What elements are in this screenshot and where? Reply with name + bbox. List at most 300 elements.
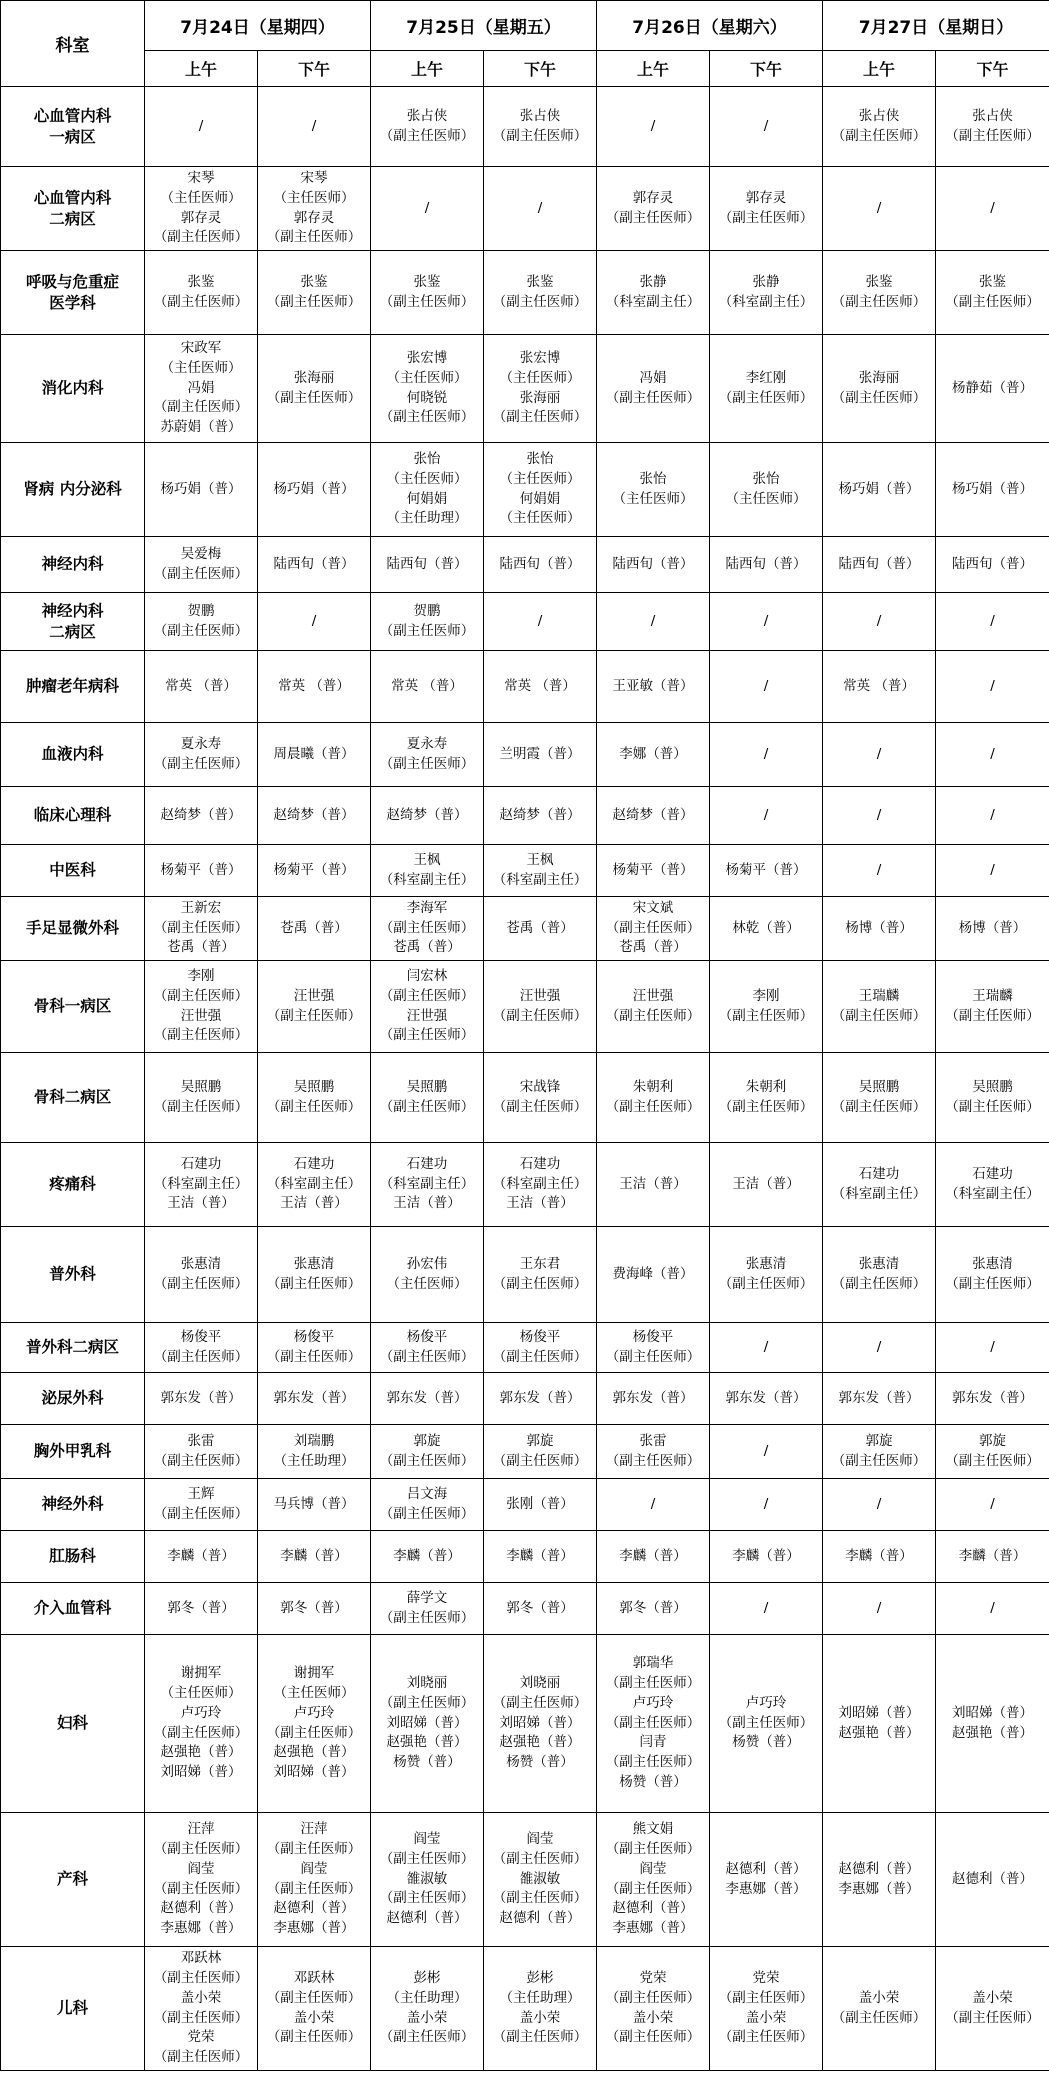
doctor-entry-line: 郭存灵 (632, 189, 674, 206)
doctor-entry-line: 汪萍 (300, 1820, 328, 1837)
doctor-entry-line: 张海丽 (293, 369, 335, 386)
doctor-entry-line: （主任医师） (273, 1684, 355, 1701)
doctor-entry-line: 王枫 (526, 851, 554, 868)
afternoon-header: 下午 (936, 51, 1049, 87)
doctor-entry-line: （副主任医师） (945, 1098, 1040, 1115)
doctor-entry-line: 雒淑敏 (519, 1870, 561, 1887)
dept-name-cell (1, 537, 145, 593)
doctor-entry-line: （副主任医师） (266, 1724, 362, 1741)
doctor-entry-line: / (876, 199, 882, 216)
doctor-entry-line: / (763, 1442, 769, 1459)
afternoon-slot-cell (258, 1373, 371, 1425)
doctor-entry-line: 李麟（普） (167, 1547, 235, 1564)
doctor-entry-line: 苍禹（普） (506, 919, 574, 936)
doctor-entry-line: 刘昭娣（普） (838, 1704, 920, 1721)
doctor-entry-line: / (990, 745, 995, 762)
doctor-entry-line: 王洁（普） (619, 1175, 687, 1192)
morning-slot-cell (371, 961, 484, 1053)
doctor-entry-line: （主任助理） (499, 1989, 581, 2006)
doctor-entry-line: 赵德利（普） (838, 1860, 920, 1877)
doctor-entry-line: 宋文斌 (632, 899, 674, 916)
doctor-entry-line: 张雷 (639, 1432, 667, 1449)
dept-name-line: 胸外甲乳科 (33, 1442, 112, 1461)
morning-slot-cell (823, 651, 936, 723)
doctor-entry-line: 张惠清 (858, 1255, 900, 1272)
doctor-entry-line: / (763, 806, 769, 823)
doctor-entry-line: 郭存灵 (180, 209, 222, 226)
doctor-entry-line: （主任医师） (725, 490, 807, 507)
doctor-entry-line: 赵绮梦（普） (499, 806, 581, 823)
doctor-entry-line: 王洁（普） (732, 1175, 800, 1192)
doctor-entry-line: 郭东发（普） (386, 1389, 468, 1406)
doctor-entry-line: 党荣 (639, 1969, 667, 1986)
doctor-entry-line: 宋琴 (300, 169, 328, 186)
doctor-entry-line: 熊文娟 (632, 1820, 674, 1837)
doctor-entry-line: 杨菊平（普） (160, 861, 242, 878)
doctor-entry-line: 张惠清 (972, 1255, 1013, 1272)
afternoon-slot-cell (484, 251, 597, 335)
doctor-entry-line: 郭冬（普） (167, 1599, 235, 1616)
morning-slot-cell (371, 1479, 484, 1531)
table-row (1, 787, 1049, 845)
afternoon-slot-cell (258, 1053, 371, 1143)
doctor-entry-line: （副主任医师） (379, 1452, 475, 1469)
doctor-entry-line: 郭瑞华 (632, 1654, 674, 1671)
morning-slot-cell (597, 961, 710, 1053)
doctor-entry-line: / (876, 806, 882, 823)
doctor-entry-line: 汪世强 (632, 987, 674, 1004)
morning-slot-cell (597, 1143, 710, 1227)
afternoon-slot-cell (484, 537, 597, 593)
morning-slot-cell (823, 1143, 936, 1227)
doctor-entry-line: 盖小荣 (293, 2009, 335, 2026)
table-row (1, 335, 1049, 443)
doctor-entry-line: 党荣 (187, 2029, 215, 2046)
doctor-entry-line: 王洁（普） (393, 1195, 461, 1212)
doctor-entry-line: 赵强艳（普） (273, 1744, 355, 1761)
dept-name-cell (1, 1635, 145, 1813)
afternoon-slot-cell (484, 87, 597, 167)
doctor-entry-line: （副主任医师） (379, 755, 475, 772)
doctor-entry-line: 宋战锋 (519, 1078, 561, 1095)
afternoon-slot-cell (258, 537, 371, 593)
doctor-entry-line: （主任医师） (499, 369, 581, 386)
morning-slot-cell (597, 787, 710, 845)
doctor-entry-line: （副主任医师） (379, 293, 475, 310)
table-row (1, 1323, 1049, 1373)
doctor-entry-line: / (990, 612, 995, 629)
afternoon-slot-cell (710, 723, 823, 787)
doctor-entry-line: （副主任医师） (153, 1840, 249, 1857)
afternoon-slot-cell (258, 1813, 371, 1947)
dept-name-cell (1, 1373, 145, 1425)
table-row (1, 1425, 1049, 1479)
date-header-row (1, 1, 1049, 51)
table-row (1, 443, 1049, 537)
doctor-entry-line: （主任医师） (386, 369, 468, 386)
doctor-entry-line: （副主任医师） (831, 389, 927, 406)
afternoon-slot-cell (936, 1053, 1049, 1143)
doctor-entry-line: （副主任医师） (153, 1969, 249, 1986)
afternoon-slot-cell (936, 1531, 1049, 1583)
table-row (1, 723, 1049, 787)
doctor-entry-line: （副主任医师） (492, 2029, 588, 2046)
afternoon-slot-cell (258, 1635, 371, 1813)
doctor-entry-line: 雒淑敏 (406, 1870, 448, 1887)
dept-name-line: 疼痛科 (49, 1175, 96, 1194)
doctor-entry-line: 卢巧玲 (632, 1694, 674, 1711)
doctor-entry-line: 王东君 (519, 1255, 561, 1272)
dept-name-cell (1, 1143, 145, 1227)
doctor-entry-line: （副主任医师） (492, 1275, 588, 1292)
doctor-entry-line: 费海峰（普） (612, 1265, 694, 1282)
afternoon-slot-cell (484, 1425, 597, 1479)
doctor-entry-line: / (876, 745, 882, 762)
morning-slot-cell (823, 961, 936, 1053)
doctor-entry-line: （副主任医师） (379, 919, 475, 936)
afternoon-slot-cell (936, 593, 1049, 651)
doctor-entry-line: 阎莹 (187, 1860, 215, 1877)
doctor-entry-line: 郭旋 (979, 1432, 1006, 1449)
doctor-entry-line: 李娜（普） (619, 745, 687, 762)
dept-name-line: 呼吸与危重症 (25, 273, 119, 292)
afternoon-slot-cell (484, 845, 597, 897)
doctor-entry-line: 张鉴 (865, 273, 893, 290)
afternoon-slot-cell (936, 845, 1049, 897)
doctor-entry-line: （副主任医师） (492, 1007, 588, 1024)
afternoon-slot-cell (710, 1323, 823, 1373)
doctor-entry-line: 王瑞麟 (972, 987, 1013, 1004)
doctor-entry-line: 彭彬 (526, 1969, 554, 1986)
doctor-entry-line: （主任医师） (499, 510, 581, 527)
doctor-entry-line: / (650, 1495, 656, 1512)
afternoon-slot-cell (258, 723, 371, 787)
doctor-entry-line: 杨俊平 (519, 1328, 561, 1345)
morning-slot-cell (145, 1227, 258, 1323)
dept-name-line: 血液内科 (41, 745, 104, 764)
dept-name-cell (1, 1479, 145, 1531)
doctor-entry-line: / (990, 806, 995, 823)
afternoon-slot-cell (710, 1635, 823, 1813)
morning-slot-cell (823, 87, 936, 167)
morning-slot-cell (145, 167, 258, 251)
doctor-entry-line: 杨赞（普） (393, 1754, 461, 1771)
doctor-entry-line: （主任医师） (160, 1684, 242, 1701)
date-header-jul26: 7月26日（星期六） (597, 1, 823, 51)
doctor-entry-line: （副主任医师） (718, 209, 814, 226)
doctor-entry-line: （副主任医师） (492, 1098, 588, 1115)
table-row (1, 961, 1049, 1053)
morning-slot-cell (145, 845, 258, 897)
doctor-entry-line: 陆西旬（普） (952, 555, 1033, 572)
doctor-entry-line: / (763, 745, 769, 762)
doctor-entry-line: 汪世强 (519, 987, 561, 1004)
table-row (1, 1053, 1049, 1143)
afternoon-slot-cell (258, 251, 371, 335)
doctor-entry-line: 杨赞（普） (506, 1754, 574, 1771)
doctor-entry-line: 孙宏伟 (406, 1255, 448, 1272)
morning-slot-cell (371, 1053, 484, 1143)
morning-slot-cell (823, 723, 936, 787)
dept-name-cell (1, 1531, 145, 1583)
doctor-entry-line: 盖小荣 (180, 1989, 222, 2006)
doctor-entry-line: / (763, 1495, 769, 1512)
doctor-entry-line: （副主任医师） (153, 1505, 249, 1522)
doctor-entry-line: 冯娟 (639, 369, 667, 386)
doctor-entry-line: （副主任医师） (266, 2029, 362, 2046)
doctor-entry-line: （副主任医师） (605, 1007, 701, 1024)
doctor-entry-line: 刘昭娣（普） (160, 1764, 242, 1781)
dept-name-line: 手足显微外科 (25, 919, 119, 938)
doctor-entry-line: 李刚 (752, 987, 780, 1004)
dept-name-cell (1, 845, 145, 897)
doctor-entry-line: 阎莹 (639, 1860, 667, 1877)
doctor-entry-line: 杨巧娟（普） (838, 480, 920, 497)
afternoon-slot-cell (258, 1479, 371, 1531)
doctor-entry-line: （副主任医师） (153, 755, 249, 772)
afternoon-slot-cell (258, 1143, 371, 1227)
doctor-entry-line: 李红刚 (745, 369, 787, 386)
doctor-entry-line: （科室副主任） (492, 871, 588, 888)
doctor-entry-line: 李麟（普） (845, 1547, 913, 1564)
doctor-entry-line: （副主任医师） (153, 565, 249, 582)
afternoon-slot-cell (258, 897, 371, 961)
doctor-entry-line: （副主任医师） (605, 1714, 701, 1731)
dept-name-line: 中医科 (49, 861, 96, 880)
doctor-entry-line: 赵强艳（普） (838, 1724, 920, 1741)
doctor-entry-line: 吴照鹏 (972, 1078, 1013, 1095)
doctor-entry-line: 郭东发（普） (612, 1389, 694, 1406)
morning-slot-cell (371, 443, 484, 537)
doctor-entry-line: 赵强艳（普） (952, 1724, 1033, 1741)
doctor-entry-line: （科室副主任） (718, 293, 814, 310)
date-header-jul27: 7月27日（星期日） (823, 1, 1049, 51)
dept-name-line: 骨科二病区 (33, 1088, 112, 1107)
doctor-entry-line: 苏蔚娟（普） (160, 419, 242, 436)
doctor-entry-line: 苍禹（普） (167, 939, 235, 956)
morning-slot-cell (371, 787, 484, 845)
doctor-entry-line: 石建功 (519, 1155, 561, 1172)
afternoon-slot-cell (484, 593, 597, 651)
doctor-entry-line: （副主任医师） (153, 1880, 249, 1897)
morning-slot-cell (371, 87, 484, 167)
doctor-entry-line: （副主任医师） (605, 1348, 701, 1365)
doctor-entry-line: 刘晓丽 (406, 1674, 448, 1691)
doctor-entry-line: 郭东发（普） (160, 1389, 242, 1406)
dept-name-line: 消化内科 (41, 379, 104, 398)
doctor-entry-line: 苍禹（普） (619, 939, 687, 956)
doctor-entry-line: （副主任医师） (831, 127, 927, 144)
doctor-entry-line: 李麟（普） (506, 1547, 574, 1564)
doctor-entry-line: 阎莹 (300, 1860, 328, 1877)
doctor-entry-line: 彭彬 (413, 1969, 441, 1986)
afternoon-slot-cell (710, 1479, 823, 1531)
doctor-entry-line: （科室副主任） (831, 1185, 927, 1202)
doctor-entry-line: （副主任医师） (266, 1275, 362, 1292)
doctor-entry-line: 常英 （普） (504, 677, 576, 694)
doctor-entry-line: （副主任医师） (718, 1989, 814, 2006)
morning-slot-cell (371, 593, 484, 651)
doctor-entry-line: 杨巧娟（普） (952, 480, 1033, 497)
doctor-entry-line: 谢拥军 (180, 1664, 222, 1681)
doctor-entry-line: 张鉴 (979, 273, 1006, 290)
doctor-entry-line: 杨赞（普） (619, 1774, 687, 1791)
morning-slot-cell (823, 1373, 936, 1425)
morning-slot-cell (597, 1583, 710, 1635)
doctor-entry-line: 汪世强 (293, 987, 335, 1004)
doctor-entry-line: 李麟（普） (393, 1547, 461, 1564)
doctor-entry-line: （副主任医师） (266, 1007, 362, 1024)
afternoon-slot-cell (484, 443, 597, 537)
doctor-entry-line: 李麟（普） (732, 1547, 800, 1564)
date-header-jul25: 7月25日（星期五） (371, 1, 597, 51)
afternoon-slot-cell (710, 593, 823, 651)
doctor-entry-line: 盖小荣 (972, 1989, 1013, 2006)
doctor-entry-line: （副主任医师） (718, 1714, 814, 1731)
doctor-entry-line: 赵绮梦（普） (386, 806, 468, 823)
morning-slot-cell (597, 1479, 710, 1531)
doctor-entry-line: 张占侠 (519, 107, 561, 124)
doctor-entry-line: 周晨曦（普） (273, 745, 355, 762)
doctor-entry-line: 李惠娜（普） (838, 1880, 920, 1897)
afternoon-slot-cell (258, 1227, 371, 1323)
doctor-entry-line: 赵德利（普） (160, 1900, 242, 1917)
doctor-entry-line: / (876, 1495, 882, 1512)
doctor-entry-line: 王洁（普） (506, 1195, 574, 1212)
morning-slot-cell (371, 651, 484, 723)
afternoon-slot-cell (936, 961, 1049, 1053)
doctor-entry-line: （副主任医师） (266, 1989, 362, 2006)
morning-slot-cell (597, 167, 710, 251)
morning-slot-cell (371, 1373, 484, 1425)
doctor-entry-line: / (311, 117, 317, 134)
morning-slot-cell (145, 1053, 258, 1143)
doctor-entry-line: 张宏博 (406, 349, 448, 366)
morning-header: 上午 (823, 51, 936, 87)
morning-slot-cell (371, 1635, 484, 1813)
doctor-entry-line: （副主任医师） (379, 1098, 475, 1115)
doctor-entry-line: 苍禹（普） (280, 919, 348, 936)
doctor-entry-line: 郭东发（普） (952, 1389, 1033, 1406)
morning-slot-cell (597, 1635, 710, 1813)
doctor-entry-line: / (537, 612, 543, 629)
table-row (1, 87, 1049, 167)
morning-header: 上午 (371, 51, 484, 87)
doctor-entry-line: （副主任医师） (379, 987, 475, 1004)
doctor-entry-line: （科室副主任） (379, 871, 475, 888)
dept-name-line: 临床心理科 (33, 806, 112, 825)
doctor-entry-line: 石建功 (406, 1155, 448, 1172)
doctor-entry-line: 林乾（普） (732, 919, 800, 936)
doctor-entry-line: 盖小荣 (632, 2009, 674, 2026)
doctor-entry-line: 陆西旬（普） (838, 555, 920, 572)
doctor-entry-line: 郭存灵 (745, 189, 787, 206)
morning-slot-cell (597, 443, 710, 537)
dept-name-cell (1, 1813, 145, 1947)
doctor-entry-line: 郭东发（普） (499, 1389, 581, 1406)
afternoon-slot-cell (484, 897, 597, 961)
afternoon-slot-cell (484, 167, 597, 251)
doctor-entry-line: / (424, 199, 430, 216)
afternoon-slot-cell (710, 961, 823, 1053)
doctor-entry-line: / (990, 677, 995, 694)
morning-slot-cell (597, 335, 710, 443)
doctor-entry-line: （主任医师） (273, 189, 355, 206)
doctor-entry-line: 郭东发（普） (273, 1389, 355, 1406)
doctor-entry-line: 李麟（普） (280, 1547, 348, 1564)
doctor-entry-line: 宋政军 (180, 339, 222, 356)
doctor-entry-line: （科室副主任） (153, 1175, 249, 1192)
doctor-entry-line: 杨巧娟（普） (273, 480, 355, 497)
doctor-entry-line: 王亚敏（普） (612, 677, 694, 694)
morning-slot-cell (371, 1143, 484, 1227)
morning-slot-cell (597, 251, 710, 335)
doctor-entry-line: 赵德利（普） (612, 1900, 694, 1917)
dept-name-cell (1, 1323, 145, 1373)
table-row (1, 1479, 1049, 1531)
doctor-entry-line: （副主任医师） (266, 1098, 362, 1115)
table-row (1, 167, 1049, 251)
doctor-entry-line: 杨俊平 (293, 1328, 335, 1345)
doctor-entry-line: （副主任医师） (379, 1890, 475, 1907)
morning-slot-cell (371, 251, 484, 335)
morning-slot-cell (145, 787, 258, 845)
afternoon-slot-cell (484, 1531, 597, 1583)
morning-slot-cell (597, 1813, 710, 1947)
afternoon-slot-cell (484, 651, 597, 723)
doctor-entry-line: 刘昭娣（普） (952, 1704, 1033, 1721)
doctor-entry-line: 郭冬（普） (619, 1599, 687, 1616)
doctor-entry-line: / (990, 1599, 995, 1616)
doctor-entry-line: 赵德利（普） (725, 1860, 807, 1877)
doctor-entry-line: 赵强艳（普） (499, 1734, 581, 1751)
doctor-entry-line: （副主任医师） (831, 1007, 927, 1024)
doctor-entry-line: （副主任医师） (945, 2009, 1040, 2026)
doctor-entry-line: 朱朝利 (632, 1078, 674, 1095)
morning-header: 上午 (597, 51, 710, 87)
doctor-entry-line: （副主任医师） (153, 1098, 249, 1115)
doctor-entry-line: 郭存灵 (293, 209, 335, 226)
doctor-entry-line: （副主任医师） (266, 229, 362, 246)
doctor-entry-line: 苍禹（普） (393, 939, 461, 956)
doctor-entry-line: （主任医师） (160, 189, 242, 206)
afternoon-slot-cell (258, 1947, 371, 2071)
table-row (1, 1227, 1049, 1323)
afternoon-slot-cell (936, 651, 1049, 723)
morning-slot-cell (145, 1813, 258, 1947)
morning-slot-cell (823, 787, 936, 845)
doctor-entry-line: 李惠娜（普） (725, 1880, 807, 1897)
doctor-entry-line: 郭旋 (865, 1432, 893, 1449)
dept-name-line: 神经外科 (41, 1495, 104, 1514)
afternoon-slot-cell (710, 845, 823, 897)
afternoon-slot-cell (936, 1947, 1049, 2071)
morning-header: 上午 (145, 51, 258, 87)
doctor-entry-line: （副主任医师） (831, 293, 927, 310)
afternoon-slot-cell (936, 537, 1049, 593)
doctor-entry-line: 吴照鹏 (406, 1078, 448, 1095)
doctor-entry-line: （副主任医师） (379, 1027, 475, 1044)
doctor-entry-line: （副主任医师） (605, 2029, 701, 2046)
doctor-entry-line: 杨菊平（普） (612, 861, 694, 878)
doctor-entry-line: 张怡 (639, 470, 667, 487)
doctor-entry-line: 王新宏 (180, 899, 222, 916)
doctor-entry-line: 刘晓丽 (519, 1674, 561, 1691)
afternoon-slot-cell (258, 167, 371, 251)
doctor-entry-line: （副主任医师） (266, 1348, 362, 1365)
doctor-entry-line: （副主任医师） (379, 622, 475, 639)
doctor-entry-line: 刘昭娣（普） (386, 1714, 468, 1731)
